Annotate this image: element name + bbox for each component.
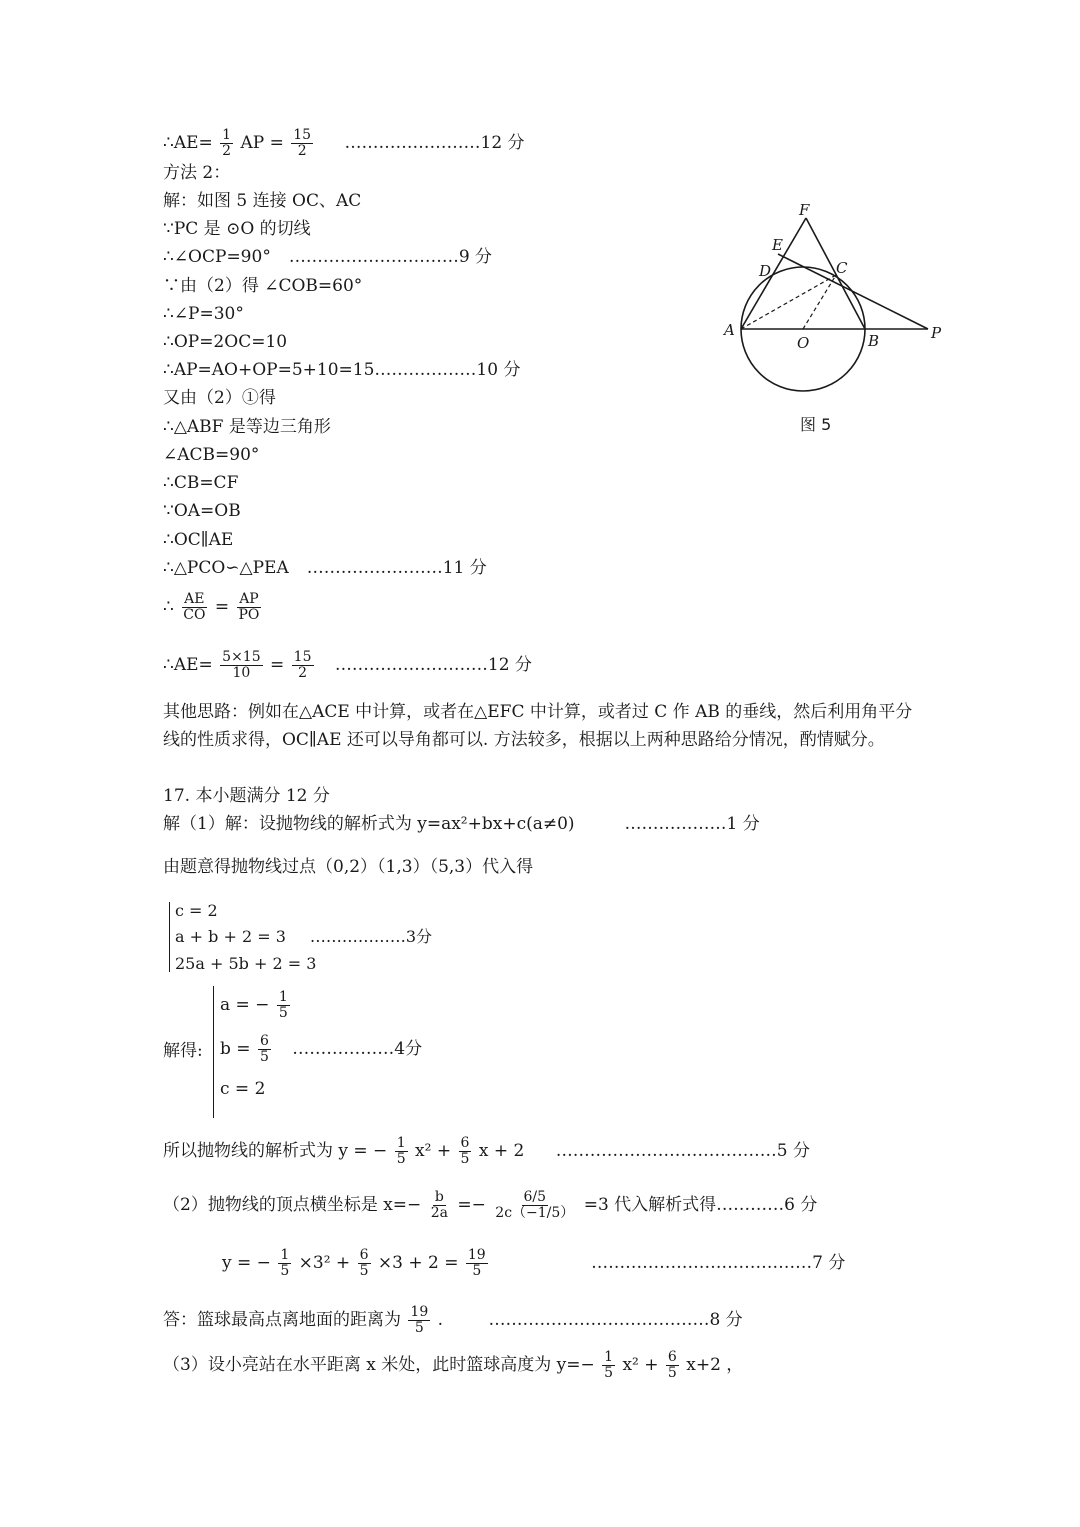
solution-intro: 解：如图 5 连接 OC、AC: [163, 191, 362, 211]
label-p: P: [931, 324, 942, 342]
label-a: A: [724, 321, 735, 339]
figure-caption: 图 5: [800, 415, 832, 434]
step-parallel: ∴OC∥AE: [163, 530, 234, 550]
line-af: [741, 218, 806, 329]
step-oa-ob: ∵OA=OB: [163, 501, 241, 521]
step-op: ∴OP=2OC=10: [163, 332, 288, 352]
solution-b: b = $\frac{6}{5}$ ………………4分: [220, 1033, 423, 1065]
step-similar: ∴△PCO∽△PEA ……………………11 分: [163, 558, 487, 578]
step-cb-cf: ∴CB=CF: [163, 473, 239, 493]
line-ac-dashed: [741, 275, 836, 329]
answer-line: 答：篮球最高点离地面的距离为 $\frac{19}{5}$ . …………………………………8 分: [163, 1304, 743, 1336]
solution-label: 解得:: [163, 1041, 203, 1061]
step-p30: ∴∠P=30°: [163, 304, 244, 324]
step-ap: ∴AP=AO+OP=5+10=15………………10 分: [163, 360, 521, 380]
label-f: F: [799, 201, 810, 219]
solution-c: c = 2: [220, 1079, 266, 1099]
line-oc-dashed: [803, 275, 836, 329]
q17-part1: 解（1）解：设抛物线的解析式为 y=ax²+bx+c(a≠0) ………………1 分: [163, 814, 760, 834]
system-brace: [169, 902, 170, 972]
step-ratio: ∴ $\frac{AE}{CO}$ = $\frac{AP}{PO}$: [163, 591, 260, 623]
parabola-expression: 所以抛物线的解析式为 y = − $\frac{1}{5}$ x² + $\frac{6}{5}$ x + 2 …………………………………5 分: [163, 1135, 810, 1167]
solution-brace: [213, 986, 214, 1118]
step-tangent: ∵PC 是 ⊙O 的切线: [163, 219, 311, 239]
label-b: B: [868, 332, 880, 350]
y-value-line: y = − $\frac{1}{5}$ ×3² + $\frac{6}{5}$ ×3 + 2 = $\frac{19}{5}$ …………………………………7 分: [222, 1247, 846, 1279]
system-eq3: 25a + 5b + 2 = 3: [175, 954, 317, 973]
method-2-title: 方法 2：: [163, 163, 231, 183]
label-o: O: [797, 334, 810, 352]
label-d: D: [759, 262, 772, 280]
line-ep: [778, 254, 928, 329]
geometry-figure-5: [720, 198, 952, 410]
step-equilateral: ∴△ABF 是等边三角形: [163, 417, 331, 437]
step-ocp: ∴∠OCP=90° …………………………9 分: [163, 247, 493, 267]
label-c: C: [836, 259, 848, 277]
step-ae-value: ∴AE= $\frac{5\times 15}{10}$ = $\frac{15}{2}$ ………………………12 分: [163, 649, 532, 681]
line-ae-result: ∴AE= $\frac{1}{2}$ AP = $\frac{15}{2}$ ……………………12 分: [163, 127, 525, 159]
step-acb: ∠ACB=90°: [163, 445, 260, 465]
solution-a: a = − $\frac{1}{5}$: [220, 989, 288, 1021]
q17-title: 17. 本小题满分 12 分: [163, 786, 330, 806]
other-ideas-paragraph: 其他思路：例如在△ACE 中计算，或者在△EFC 中计算，或者过 C 作 AB 的垂线，然后利用角平分线的性质求得，OC∥AE 还可以导角都可以. 方法较多，根据以上两种思路给分情况，酌情赋分。: [163, 702, 913, 750]
system-eq1: c = 2: [175, 901, 218, 920]
step-again: 又由（2）①得: [163, 388, 276, 408]
step-cob: ∵由（2）得 ∠COB=60°: [163, 276, 363, 296]
vertex-line: （2）抛物线的顶点横坐标是 x=− $\frac{b}{2a}$ =− $\frac{6/5}{2c(-1/5)}$ =3 代入解析式得…………6 分: [163, 1189, 818, 1221]
q17-points: 由题意得抛物线过点（0,2）（1,3）（5,3）代入得: [163, 857, 534, 877]
q17-part3: （3）设小亮站在水平距离 x 米处，此时篮球高度为 y=− $\frac{1}{5}$ x² + $\frac{6}{5}$ x+2 ，: [163, 1349, 744, 1381]
system-eq2: a + b + 2 = 3 ………………3分: [175, 927, 433, 946]
label-e: E: [772, 236, 783, 254]
